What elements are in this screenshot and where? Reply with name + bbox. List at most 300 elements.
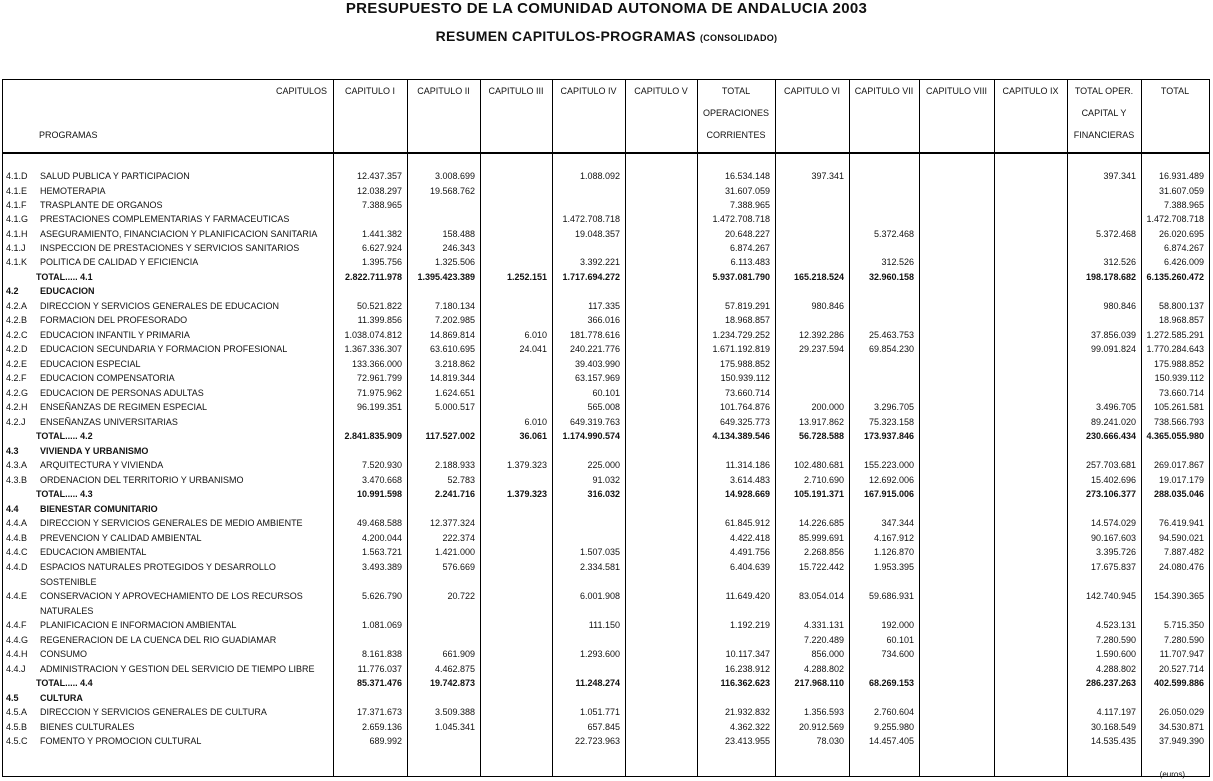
value-cell: 111.150 bbox=[588, 620, 620, 630]
value-cell: 37.949.390 bbox=[1158, 736, 1204, 746]
program-name: TOTAL..... 4.1 bbox=[36, 272, 93, 282]
value-cell: 856.000 bbox=[811, 649, 844, 659]
value-cell: 4.331.131 bbox=[803, 620, 844, 630]
value-cell: 73.660.714 bbox=[1158, 388, 1204, 398]
value-cell: 1.126.870 bbox=[873, 547, 914, 557]
table-row bbox=[3, 736, 1209, 750]
value-cell: 1.367.336.307 bbox=[344, 344, 402, 354]
program-code: 4.4.A bbox=[6, 518, 28, 528]
program-name: PLANIFICACION E INFORMACION AMBIENTAL bbox=[40, 620, 237, 630]
value-cell: 11.649.420 bbox=[725, 591, 770, 601]
program-name: TOTAL..... 4.4 bbox=[36, 678, 93, 688]
value-cell: 116.362.623 bbox=[720, 678, 770, 688]
value-cell: 117.527.002 bbox=[425, 431, 475, 441]
value-cell: 246.343 bbox=[442, 243, 475, 253]
value-cell: 91.032 bbox=[592, 475, 620, 485]
value-cell: 1.395.756 bbox=[361, 257, 402, 267]
program-name: SALUD PUBLICA Y PARTICIPACION bbox=[40, 171, 190, 181]
value-cell: 4.523.131 bbox=[1095, 620, 1136, 630]
header-divider bbox=[3, 152, 1209, 154]
value-cell: 1.395.423.389 bbox=[417, 272, 475, 282]
value-cell: 1.563.721 bbox=[361, 547, 402, 557]
value-cell: 6.001.908 bbox=[579, 591, 620, 601]
column-header: CAPITULO II bbox=[417, 86, 470, 96]
value-cell: 1.045.341 bbox=[434, 722, 475, 732]
column-header-subline: CAPITAL Y bbox=[1081, 108, 1127, 118]
program-code: 4.2.F bbox=[6, 373, 27, 383]
value-cell: 3.008.699 bbox=[434, 171, 475, 181]
value-cell: 15.402.696 bbox=[1090, 475, 1136, 485]
value-cell: 286.237.263 bbox=[1085, 678, 1136, 688]
table-row bbox=[3, 171, 1209, 185]
program-name: ORDENACION DEL TERRITORIO Y URBANISMO bbox=[40, 475, 244, 485]
value-cell: 4.200.044 bbox=[361, 533, 402, 543]
value-cell: 12.377.324 bbox=[429, 518, 475, 528]
value-cell: 565.008 bbox=[587, 402, 620, 412]
value-cell: 39.403.990 bbox=[574, 359, 620, 369]
program-name: ESPACIOS NATURALES PROTEGIDOS Y DESARROLLO bbox=[40, 562, 276, 572]
value-cell: 11.248.274 bbox=[575, 678, 620, 688]
value-cell: 16.534.148 bbox=[724, 171, 770, 181]
table-row bbox=[3, 722, 1209, 736]
value-cell: 52.783 bbox=[447, 475, 475, 485]
value-cell: 142.740.945 bbox=[1085, 591, 1136, 601]
value-cell: 397.341 bbox=[811, 171, 844, 181]
value-cell: 1.081.069 bbox=[361, 620, 402, 630]
value-cell: 11.399.856 bbox=[357, 315, 402, 325]
program-code: 4.5.B bbox=[6, 722, 28, 732]
value-cell: 198.178.682 bbox=[1085, 272, 1136, 282]
value-cell: 2.822.711.978 bbox=[344, 272, 402, 282]
value-cell: 4.288.802 bbox=[1095, 664, 1136, 674]
column-header: CAPITULO V bbox=[634, 86, 688, 96]
value-cell: 57.819.291 bbox=[724, 301, 770, 311]
value-cell: 1.507.035 bbox=[579, 547, 620, 557]
value-cell: 7.280.590 bbox=[1163, 635, 1204, 645]
program-code: 4.4.G bbox=[6, 635, 29, 645]
value-cell: 3.470.668 bbox=[361, 475, 402, 485]
program-code: 4.5.A bbox=[6, 707, 28, 717]
value-cell: 12.437.357 bbox=[356, 171, 402, 181]
value-cell: 1.472.708.718 bbox=[562, 214, 620, 224]
value-cell: 192.000 bbox=[881, 620, 914, 630]
value-cell: 6.874.267 bbox=[1163, 243, 1204, 253]
value-cell: 7.520.930 bbox=[361, 460, 402, 470]
program-name: EDUCACION INFANTIL Y PRIMARIA bbox=[40, 330, 190, 340]
value-cell: 734.600 bbox=[881, 649, 914, 659]
value-cell: 1.441.382 bbox=[361, 229, 402, 239]
value-cell: 20.527.714 bbox=[1158, 664, 1204, 674]
value-cell: 10.991.598 bbox=[356, 489, 402, 499]
value-cell: 1.590.600 bbox=[1095, 649, 1136, 659]
column-header: CAPITULO III bbox=[488, 86, 544, 96]
program-name: EDUCACION bbox=[40, 286, 95, 296]
value-cell: 167.915.006 bbox=[863, 489, 914, 499]
value-cell: 175.988.852 bbox=[1153, 359, 1204, 369]
column-header-subline: OPERACIONES bbox=[702, 108, 769, 118]
column-header-subline: FINANCIERAS bbox=[1073, 130, 1135, 140]
value-cell: 25.463.753 bbox=[868, 330, 914, 340]
currency-unit-note: (euros) bbox=[1159, 770, 1185, 779]
value-cell: 3.218.862 bbox=[434, 359, 475, 369]
value-cell: 14.226.685 bbox=[798, 518, 844, 528]
value-cell: 75.323.158 bbox=[868, 417, 914, 427]
program-code: 4.4.B bbox=[6, 533, 28, 543]
subtitle-text: RESUMEN CAPITULOS-PROGRAMAS bbox=[435, 28, 696, 44]
table-row bbox=[3, 186, 1209, 200]
value-cell: 63.610.695 bbox=[429, 344, 475, 354]
value-cell: 4.365.055.980 bbox=[1146, 431, 1204, 441]
value-cell: 3.496.705 bbox=[1095, 402, 1136, 412]
value-cell: 7.180.134 bbox=[434, 301, 475, 311]
program-code: 4.4.C bbox=[6, 547, 28, 557]
program-name: ENSEÑANZAS DE REGIMEN ESPECIAL bbox=[40, 402, 208, 412]
value-cell: 6.135.260.472 bbox=[1146, 272, 1204, 282]
value-cell: 7.388.965 bbox=[729, 200, 770, 210]
program-name: SOSTENIBLE bbox=[40, 577, 97, 587]
value-cell: 3.509.388 bbox=[434, 707, 475, 717]
value-cell: 1.272.585.291 bbox=[1146, 330, 1204, 340]
value-cell: 1.624.651 bbox=[434, 388, 475, 398]
program-code: 4.2.J bbox=[6, 417, 26, 427]
program-name: TOTAL..... 4.3 bbox=[36, 489, 93, 499]
table-section-row bbox=[3, 446, 1209, 460]
table-row bbox=[3, 257, 1209, 271]
value-cell: 56.728.588 bbox=[798, 431, 844, 441]
value-cell: 19.742.873 bbox=[429, 678, 475, 688]
value-cell: 6.010 bbox=[524, 417, 547, 427]
table-row bbox=[3, 649, 1209, 663]
value-cell: 31.607.059 bbox=[724, 186, 770, 196]
value-cell: 14.869.814 bbox=[429, 330, 475, 340]
table-row bbox=[3, 518, 1209, 532]
value-cell: 4.422.418 bbox=[729, 533, 770, 543]
table-row bbox=[3, 460, 1209, 474]
value-cell: 12.038.297 bbox=[356, 186, 402, 196]
program-code: 4.1.H bbox=[6, 229, 28, 239]
value-cell: 29.237.594 bbox=[798, 344, 844, 354]
table-row bbox=[3, 591, 1209, 605]
value-cell: 1.472.708.718 bbox=[1146, 214, 1204, 224]
value-cell: 288.035.046 bbox=[1153, 489, 1204, 499]
value-cell: 34.530.871 bbox=[1158, 722, 1204, 732]
value-cell: 14.574.029 bbox=[1090, 518, 1136, 528]
value-cell: 269.017.867 bbox=[1153, 460, 1204, 470]
program-name: ASEGURAMIENTO, FINANCIACION Y PLANIFICACION SANITARIA bbox=[40, 229, 318, 239]
program-name: CONSERVACION Y APROVECHAMIENTO DE LOS RECURSOS bbox=[40, 591, 303, 601]
value-cell: 14.928.669 bbox=[724, 489, 770, 499]
value-cell: 200.000 bbox=[811, 402, 844, 412]
program-code: 4.4.J bbox=[6, 664, 26, 674]
value-cell: 61.845.912 bbox=[724, 518, 770, 528]
table-row bbox=[3, 200, 1209, 214]
value-cell: 24.041 bbox=[519, 344, 547, 354]
value-cell: 980.846 bbox=[811, 301, 844, 311]
program-code: 4.1.J bbox=[6, 243, 26, 253]
value-cell: 18.968.857 bbox=[1158, 315, 1204, 325]
column-header: CAPITULO VI bbox=[783, 86, 840, 96]
column-header: CAPITULO IX bbox=[1002, 86, 1059, 96]
program-code: 4.2.D bbox=[6, 344, 28, 354]
program-code: 4.4.E bbox=[6, 591, 28, 601]
value-cell: 19.048.357 bbox=[574, 229, 620, 239]
program-name: CONSUMO bbox=[40, 649, 87, 659]
value-cell: 89.241.020 bbox=[1090, 417, 1136, 427]
table-total-row bbox=[3, 431, 1209, 445]
program-name: ENSEÑANZAS UNIVERSITARIAS bbox=[40, 417, 178, 427]
program-code: 4.3.B bbox=[6, 475, 28, 485]
program-name: TOTAL..... 4.2 bbox=[36, 431, 93, 441]
value-cell: 7.202.985 bbox=[434, 315, 475, 325]
program-name: BIENESTAR COMUNITARIO bbox=[40, 504, 158, 514]
value-cell: 3.395.726 bbox=[1095, 547, 1136, 557]
program-name: FOMENTO Y PROMOCION CULTURAL bbox=[40, 736, 202, 746]
value-cell: 60.101 bbox=[886, 635, 914, 645]
value-cell: 63.157.969 bbox=[574, 373, 620, 383]
program-name: ARQUITECTURA Y VIVIENDA bbox=[40, 460, 164, 470]
value-cell: 1.234.729.252 bbox=[712, 330, 770, 340]
value-cell: 6.010 bbox=[524, 330, 547, 340]
program-name: BIENES CULTURALES bbox=[40, 722, 135, 732]
column-header: CAPITULO IV bbox=[560, 86, 617, 96]
program-code: 4.5.C bbox=[6, 736, 28, 746]
value-cell: 312.526 bbox=[1103, 257, 1136, 267]
value-cell: 2.334.581 bbox=[579, 562, 620, 572]
value-cell: 9.255.980 bbox=[873, 722, 914, 732]
table-row bbox=[3, 547, 1209, 561]
value-cell: 68.269.153 bbox=[868, 678, 914, 688]
program-code: 4.3.A bbox=[6, 460, 28, 470]
value-cell: 85.999.691 bbox=[798, 533, 844, 543]
value-cell: 76.419.941 bbox=[1158, 518, 1204, 528]
column-header: CAPITULO I bbox=[344, 86, 395, 96]
value-cell: 5.372.468 bbox=[873, 229, 914, 239]
value-cell: 649.319.763 bbox=[569, 417, 620, 427]
value-cell: 78.030 bbox=[816, 736, 844, 746]
value-cell: 316.032 bbox=[587, 489, 620, 499]
value-cell: 16.931.489 bbox=[1158, 171, 1204, 181]
program-name: EDUCACION DE PERSONAS ADULTAS bbox=[40, 388, 204, 398]
value-cell: 4.362.322 bbox=[729, 722, 770, 732]
value-cell: 230.666.434 bbox=[1085, 431, 1136, 441]
table-row bbox=[3, 315, 1209, 329]
value-cell: 10.117.347 bbox=[725, 649, 770, 659]
program-name: DIRECCION Y SERVICIOS GENERALES DE MEDIO AMBIENTE bbox=[40, 518, 303, 528]
document-title: PRESUPUESTO DE LA COMUNIDAD AUTONOMA DE ANDALUCIA 2003 bbox=[345, 0, 868, 17]
value-cell: 2.268.856 bbox=[803, 547, 844, 557]
value-cell: 19.568.762 bbox=[429, 186, 475, 196]
program-name: FORMACION DEL PROFESORADO bbox=[40, 315, 188, 325]
program-name: ADMINISTRACION Y GESTION DEL SERVICIO DE TIEMPO LIBRE bbox=[40, 664, 315, 674]
value-cell: 49.468.588 bbox=[356, 518, 402, 528]
program-name: PREVENCION Y CALIDAD AMBIENTAL bbox=[40, 533, 202, 543]
program-name: CULTURA bbox=[40, 693, 83, 703]
value-cell: 1.379.323 bbox=[506, 489, 547, 499]
value-cell: 689.992 bbox=[369, 736, 402, 746]
value-cell: 26.050.029 bbox=[1158, 707, 1204, 717]
value-cell: 69.854.230 bbox=[868, 344, 914, 354]
value-cell: 11.776.037 bbox=[357, 664, 402, 674]
value-cell: 71.975.962 bbox=[356, 388, 402, 398]
table-row bbox=[3, 417, 1209, 431]
program-code: 4.4.F bbox=[6, 620, 27, 630]
budget-table bbox=[2, 79, 1210, 777]
value-cell: 59.686.931 bbox=[868, 591, 914, 601]
document-subtitle bbox=[0, 28, 1213, 44]
program-code: 4.2.E bbox=[6, 359, 28, 369]
value-cell: 1.038.074.812 bbox=[344, 330, 402, 340]
value-cell: 3.296.705 bbox=[873, 402, 914, 412]
value-cell: 90.167.603 bbox=[1090, 533, 1136, 543]
table-total-row bbox=[3, 272, 1209, 286]
value-cell: 181.778.616 bbox=[569, 330, 620, 340]
value-cell: 17.371.673 bbox=[356, 707, 402, 717]
value-cell: 16.238.912 bbox=[724, 664, 770, 674]
table-row bbox=[3, 214, 1209, 228]
value-cell: 22.723.963 bbox=[574, 736, 620, 746]
value-cell: 5.372.468 bbox=[1095, 229, 1136, 239]
value-cell: 101.764.876 bbox=[719, 402, 770, 412]
value-cell: 155.223.000 bbox=[863, 460, 914, 470]
value-cell: 20.722 bbox=[447, 591, 475, 601]
value-cell: 154.390.365 bbox=[1153, 591, 1204, 601]
value-cell: 158.488 bbox=[442, 229, 475, 239]
header-capitulos: CAPITULOS bbox=[275, 86, 327, 96]
table-row bbox=[3, 577, 1209, 591]
table-total-row bbox=[3, 489, 1209, 503]
value-cell: 21.932.832 bbox=[724, 707, 770, 717]
table-row bbox=[3, 373, 1209, 387]
value-cell: 6.426.009 bbox=[1163, 257, 1204, 267]
value-cell: 1.379.323 bbox=[506, 460, 547, 470]
program-code: 4.4.D bbox=[6, 562, 28, 572]
value-cell: 17.675.837 bbox=[1090, 562, 1136, 572]
value-cell: 1.356.593 bbox=[803, 707, 844, 717]
value-cell: 105.261.581 bbox=[1153, 402, 1204, 412]
program-code: 4.1.E bbox=[6, 186, 28, 196]
value-cell: 5.626.790 bbox=[361, 591, 402, 601]
value-cell: 94.590.021 bbox=[1158, 533, 1204, 543]
value-cell: 4.134.389.546 bbox=[712, 431, 770, 441]
value-cell: 3.493.389 bbox=[361, 562, 402, 572]
value-cell: 6.627.924 bbox=[361, 243, 402, 253]
value-cell: 222.374 bbox=[442, 533, 475, 543]
table-row bbox=[3, 475, 1209, 489]
value-cell: 257.703.681 bbox=[1085, 460, 1136, 470]
table-row bbox=[3, 562, 1209, 576]
table-row bbox=[3, 664, 1209, 678]
value-cell: 5.000.517 bbox=[434, 402, 475, 412]
value-cell: 117.335 bbox=[588, 301, 620, 311]
value-cell: 15.722.442 bbox=[798, 562, 844, 572]
value-cell: 7.388.965 bbox=[1163, 200, 1204, 210]
value-cell: 217.968.110 bbox=[794, 678, 844, 688]
program-name: EDUCACION SECUNDARIA Y FORMACION PROFESIONAL bbox=[40, 344, 288, 354]
value-cell: 1.293.600 bbox=[579, 649, 620, 659]
program-name: POLITICA DE CALIDAD Y EFICIENCIA bbox=[40, 257, 199, 267]
value-cell: 347.344 bbox=[881, 518, 914, 528]
value-cell: 105.191.371 bbox=[793, 489, 844, 499]
value-cell: 31.607.059 bbox=[1158, 186, 1204, 196]
column-header-subline: CORRIENTES bbox=[706, 130, 766, 140]
program-code: 4.2.H bbox=[6, 402, 28, 412]
table-total-row bbox=[3, 678, 1209, 692]
program-code: 4.2.G bbox=[6, 388, 29, 398]
value-cell: 576.669 bbox=[442, 562, 475, 572]
value-cell: 14.819.344 bbox=[429, 373, 475, 383]
value-cell: 30.168.549 bbox=[1090, 722, 1136, 732]
value-cell: 165.218.524 bbox=[793, 272, 844, 282]
table-row bbox=[3, 344, 1209, 358]
value-cell: 980.846 bbox=[1103, 301, 1136, 311]
value-cell: 7.280.590 bbox=[1095, 635, 1136, 645]
value-cell: 85.371.476 bbox=[356, 678, 402, 688]
value-cell: 661.909 bbox=[442, 649, 475, 659]
table-row bbox=[3, 635, 1209, 649]
table-row bbox=[3, 388, 1209, 402]
value-cell: 738.566.793 bbox=[1153, 417, 1204, 427]
value-cell: 83.054.014 bbox=[798, 591, 844, 601]
value-cell: 13.917.862 bbox=[798, 417, 844, 427]
value-cell: 32.960.158 bbox=[868, 272, 914, 282]
value-cell: 6.874.267 bbox=[729, 243, 770, 253]
program-name: INSPECCION DE PRESTACIONES Y SERVICIOS SANITARIOS bbox=[40, 243, 300, 253]
column-header: TOTAL OPER. bbox=[1074, 86, 1134, 96]
subtitle-note: (CONSOLIDADO) bbox=[699, 33, 778, 43]
value-cell: 58.800.137 bbox=[1158, 301, 1204, 311]
value-cell: 649.325.773 bbox=[719, 417, 770, 427]
value-cell: 37.856.039 bbox=[1090, 330, 1136, 340]
program-code: 4.4.H bbox=[6, 649, 28, 659]
value-cell: 2.188.933 bbox=[434, 460, 475, 470]
value-cell: 36.061 bbox=[519, 431, 547, 441]
column-header: CAPITULO VIII bbox=[925, 86, 987, 96]
value-cell: 397.341 bbox=[1103, 171, 1136, 181]
value-cell: 1.770.284.643 bbox=[1146, 344, 1204, 354]
program-name: DIRECCION Y SERVICIOS GENERALES DE EDUCACION bbox=[40, 301, 280, 311]
program-name: HEMOTERAPIA bbox=[40, 186, 106, 196]
value-cell: 1.088.092 bbox=[579, 171, 620, 181]
value-cell: 8.161.838 bbox=[361, 649, 402, 659]
value-cell: 50.521.822 bbox=[356, 301, 402, 311]
table-section-row bbox=[3, 286, 1209, 300]
value-cell: 2.710.690 bbox=[803, 475, 844, 485]
value-cell: 20.648.227 bbox=[724, 229, 770, 239]
value-cell: 1.252.151 bbox=[506, 272, 547, 282]
value-cell: 4.117.197 bbox=[1096, 707, 1136, 717]
value-cell: 73.660.714 bbox=[724, 388, 770, 398]
value-cell: 2.760.604 bbox=[873, 707, 914, 717]
table-row bbox=[3, 620, 1209, 634]
table-row bbox=[3, 402, 1209, 416]
value-cell: 1.421.000 bbox=[434, 547, 475, 557]
program-code: 4.2.B bbox=[6, 315, 28, 325]
table-section-row bbox=[3, 693, 1209, 707]
value-cell: 366.016 bbox=[587, 315, 620, 325]
table-row bbox=[3, 359, 1209, 373]
value-cell: 96.199.351 bbox=[356, 402, 402, 412]
value-cell: 4.288.802 bbox=[803, 664, 844, 674]
value-cell: 240.221.776 bbox=[569, 344, 620, 354]
value-cell: 6.113.483 bbox=[730, 257, 770, 267]
table-row bbox=[3, 533, 1209, 547]
value-cell: 23.413.955 bbox=[724, 736, 770, 746]
value-cell: 1.192.219 bbox=[729, 620, 770, 630]
value-cell: 4.462.875 bbox=[434, 664, 475, 674]
program-name: EDUCACION ESPECIAL bbox=[40, 359, 141, 369]
table-row bbox=[3, 243, 1209, 257]
value-cell: 1.174.990.574 bbox=[562, 431, 620, 441]
